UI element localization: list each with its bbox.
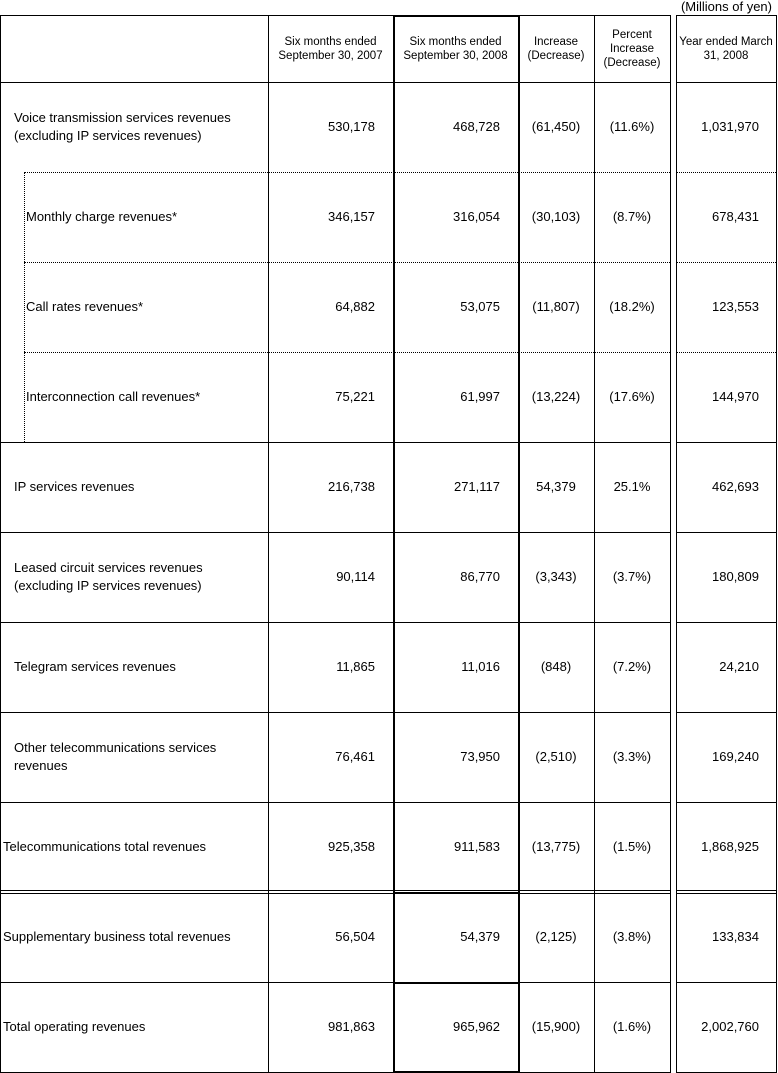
cell-2007-text: 216,738 [328,479,375,494]
row-label [0,532,268,622]
row-label [0,622,268,712]
cell-increase-text: (13,224) [531,389,581,404]
row-border-double [0,890,671,891]
cell-increase-text: (11,807) [532,299,580,314]
row-label [0,82,268,172]
sub-row-indent-line [24,172,25,442]
top-border-thick [393,15,520,17]
sub-row-border [24,172,670,173]
cell-percent [594,802,670,892]
row-border [676,82,777,83]
cell-increase-text: (2,125) [535,929,577,944]
cell-increase [518,622,594,712]
cell-increase [518,82,594,172]
cell-year [676,532,776,622]
row-border [0,442,671,443]
cell-year-text: 144,970 [712,389,759,404]
row-border-thick [393,892,520,894]
cell-year-text: 123,553 [712,299,759,314]
row-border [0,532,671,533]
header-six-months-2007-text: Six months ended September 30, 2007 [278,35,383,62]
cell-percent [594,172,670,262]
cell-increase [518,712,594,802]
row-label-text: Supplementary business total revenues [3,929,231,944]
col-border [676,15,677,1073]
row-label [0,442,268,532]
row-label [0,262,268,352]
cell-2008-text: 11,016 [461,659,500,674]
unit-note: (Millions of yen) [680,0,772,14]
row-border-double [676,890,777,891]
cell-2008-text: 61,997 [460,389,500,404]
sub-row-border [676,352,776,353]
cell-2008 [393,802,518,892]
cell-2007 [268,532,393,622]
cell-year [676,712,776,802]
cell-increase [518,982,594,1072]
row-label-text: Voice transmission services revenues (excluding IP services revenues) [14,110,231,143]
cell-2007-text: 90,114 [336,569,375,584]
cell-2008-text: 911,583 [453,839,500,854]
row-label [0,712,268,802]
cell-percent-text: (3.3%) [612,749,652,764]
cell-increase [518,532,594,622]
row-border [0,622,671,623]
row-border [0,982,671,983]
cell-2007-text: 981,863 [328,1019,375,1034]
cell-increase-text: (13,775) [531,839,581,854]
row-border [0,712,671,713]
cell-2008 [393,982,518,1072]
header-increase [518,15,594,82]
cell-year [676,442,776,532]
cell-increase-text: (2,510) [535,749,577,764]
cell-year [676,352,776,442]
row-label [0,802,268,892]
cell-year-text: 462,693 [712,479,759,494]
cell-year [676,262,776,352]
cell-percent [594,982,670,1072]
cell-2008-text: 316,054 [453,209,500,224]
sub-row-border [24,262,670,263]
row-border [676,712,777,713]
sub-row-border [24,352,670,353]
header-six-months-2007 [268,15,393,82]
cell-year-text: 678,431 [712,209,759,224]
cell-year-text: 2,002,760 [701,1019,759,1034]
cell-2007 [268,82,393,172]
cell-increase-text: (30,103) [531,209,581,224]
cell-2007 [268,352,393,442]
cell-percent-text: (8.7%) [612,209,652,224]
cell-increase-text: (3,343) [535,569,577,584]
cell-year [676,622,776,712]
cell-2008-text: 54,379 [460,929,500,944]
cell-year [676,982,776,1072]
row-label [0,172,268,262]
cell-2008 [393,712,518,802]
cell-2007 [268,442,393,532]
cell-percent-text: (11.6%) [609,119,655,134]
row-label-text: Monthly charge revenues* [26,209,178,224]
header-six-months-2008-text: Six months ended September 30, 2008 [403,35,508,62]
cell-2008-text: 86,770 [460,569,500,584]
cell-percent-text: (18.2%) [609,299,655,314]
left-border [0,15,1,1073]
cell-2007 [268,712,393,802]
cell-increase [518,262,594,352]
cell-2007-text: 56,504 [335,929,375,944]
cell-2007 [268,262,393,352]
row-label [0,352,268,442]
cell-percent [594,82,670,172]
col-border [594,15,595,1073]
cell-2008 [393,532,518,622]
cell-percent [594,712,670,802]
cell-percent [594,622,670,712]
cell-2007-text: 75,221 [335,389,375,404]
cell-2007 [268,892,393,982]
cell-percent-text: (17.6%) [609,389,655,404]
cell-percent [594,352,670,442]
row-label-text: IP services revenues [14,479,135,494]
cell-increase [518,802,594,892]
cell-2007-text: 346,157 [328,209,375,224]
row-border [676,802,777,803]
cell-2007-text: 530,178 [328,119,375,134]
cell-2007-text: 64,882 [335,299,375,314]
row-label-text: Call rates revenues* [26,299,144,314]
header-year-ended-text: Year ended March 31, 2008 [679,35,773,62]
cell-2008 [393,352,518,442]
cell-year-text: 169,240 [712,749,759,764]
cell-2007-text: 76,461 [335,749,375,764]
header-six-months-2008 [393,15,518,82]
header-year-ended [676,15,776,82]
cell-2007 [268,622,393,712]
row-border [0,802,671,803]
row-border-double [676,893,777,894]
row-border-thick [393,982,520,984]
cell-percent [594,442,670,532]
header-percent-increase-text: Percent Increase (Decrease) [603,28,661,69]
cell-increase [518,892,594,982]
row-label-text: Telecommunications total revenues [3,839,207,854]
col-border [670,15,671,1073]
col-border-thick [518,15,520,1073]
cell-2007-text: 11,865 [336,659,375,674]
cell-increase-text: (15,900) [531,1019,581,1034]
col-border [268,15,269,1073]
cell-year-text: 180,809 [712,569,759,584]
cell-percent [594,892,670,982]
cell-increase-text: (61,450) [531,119,581,134]
header-percent-increase [594,15,670,82]
cell-2008 [393,442,518,532]
cell-2007 [268,172,393,262]
cell-year-text: 1,868,925 [701,839,759,854]
cell-2008 [393,892,518,982]
cell-year [676,802,776,892]
cell-year [676,82,776,172]
cell-2007 [268,802,393,892]
row-border [0,82,671,83]
row-border [676,622,777,623]
cell-increase [518,442,594,532]
cell-increase-text: (848) [540,659,572,674]
row-label-text: Other telecommunications services revenues [14,740,217,773]
cell-percent [594,262,670,352]
cell-percent [594,532,670,622]
row-label-text: Telegram services revenues [14,659,176,674]
cell-2008-text: 271,117 [453,479,500,494]
row-border [676,532,777,533]
sub-row-border [676,262,776,263]
col-border-thick [393,15,395,1073]
row-border [676,442,777,443]
cell-year [676,172,776,262]
row-label-text: Leased circuit services revenues (excluding IP services revenues) [14,560,203,593]
cell-year-text: 24,210 [719,659,759,674]
cell-2008 [393,262,518,352]
cell-percent-text: (3.7%) [612,569,652,584]
cell-percent-text: (3.8%) [612,929,652,944]
cell-percent-text: (1.6%) [612,1019,652,1034]
cell-year-text: 133,834 [712,929,759,944]
cell-2008-text: 53,075 [460,299,500,314]
row-label [0,892,268,982]
cell-2008-text: 468,728 [453,119,500,134]
cell-2008-text: 73,950 [460,749,500,764]
cell-percent-text: 25.1% [613,479,651,494]
cell-increase-text: 54,379 [536,479,576,494]
cell-2007 [268,982,393,1072]
sub-row-border [676,172,776,173]
header-increase-text: Increase (Decrease) [527,35,585,62]
right-border [776,15,777,1073]
cell-2007-text: 925,358 [328,839,375,854]
row-border [676,982,777,983]
cell-increase [518,172,594,262]
cell-year [676,892,776,982]
cell-percent-text: (7.2%) [612,659,652,674]
cell-2008 [393,82,518,172]
row-label-text: Interconnection call revenues* [26,389,201,404]
row-border-double [0,893,671,894]
row-label [0,982,268,1072]
top-border [0,15,671,16]
cell-2008 [393,622,518,712]
cell-2008-text: 965,962 [453,1019,500,1034]
cell-percent-text: (1.5%) [612,839,652,854]
cell-increase [518,352,594,442]
top-border [676,15,777,16]
row-label-text: Total operating revenues [3,1019,146,1034]
cell-2008 [393,172,518,262]
cell-year-text: 1,031,970 [701,119,759,134]
